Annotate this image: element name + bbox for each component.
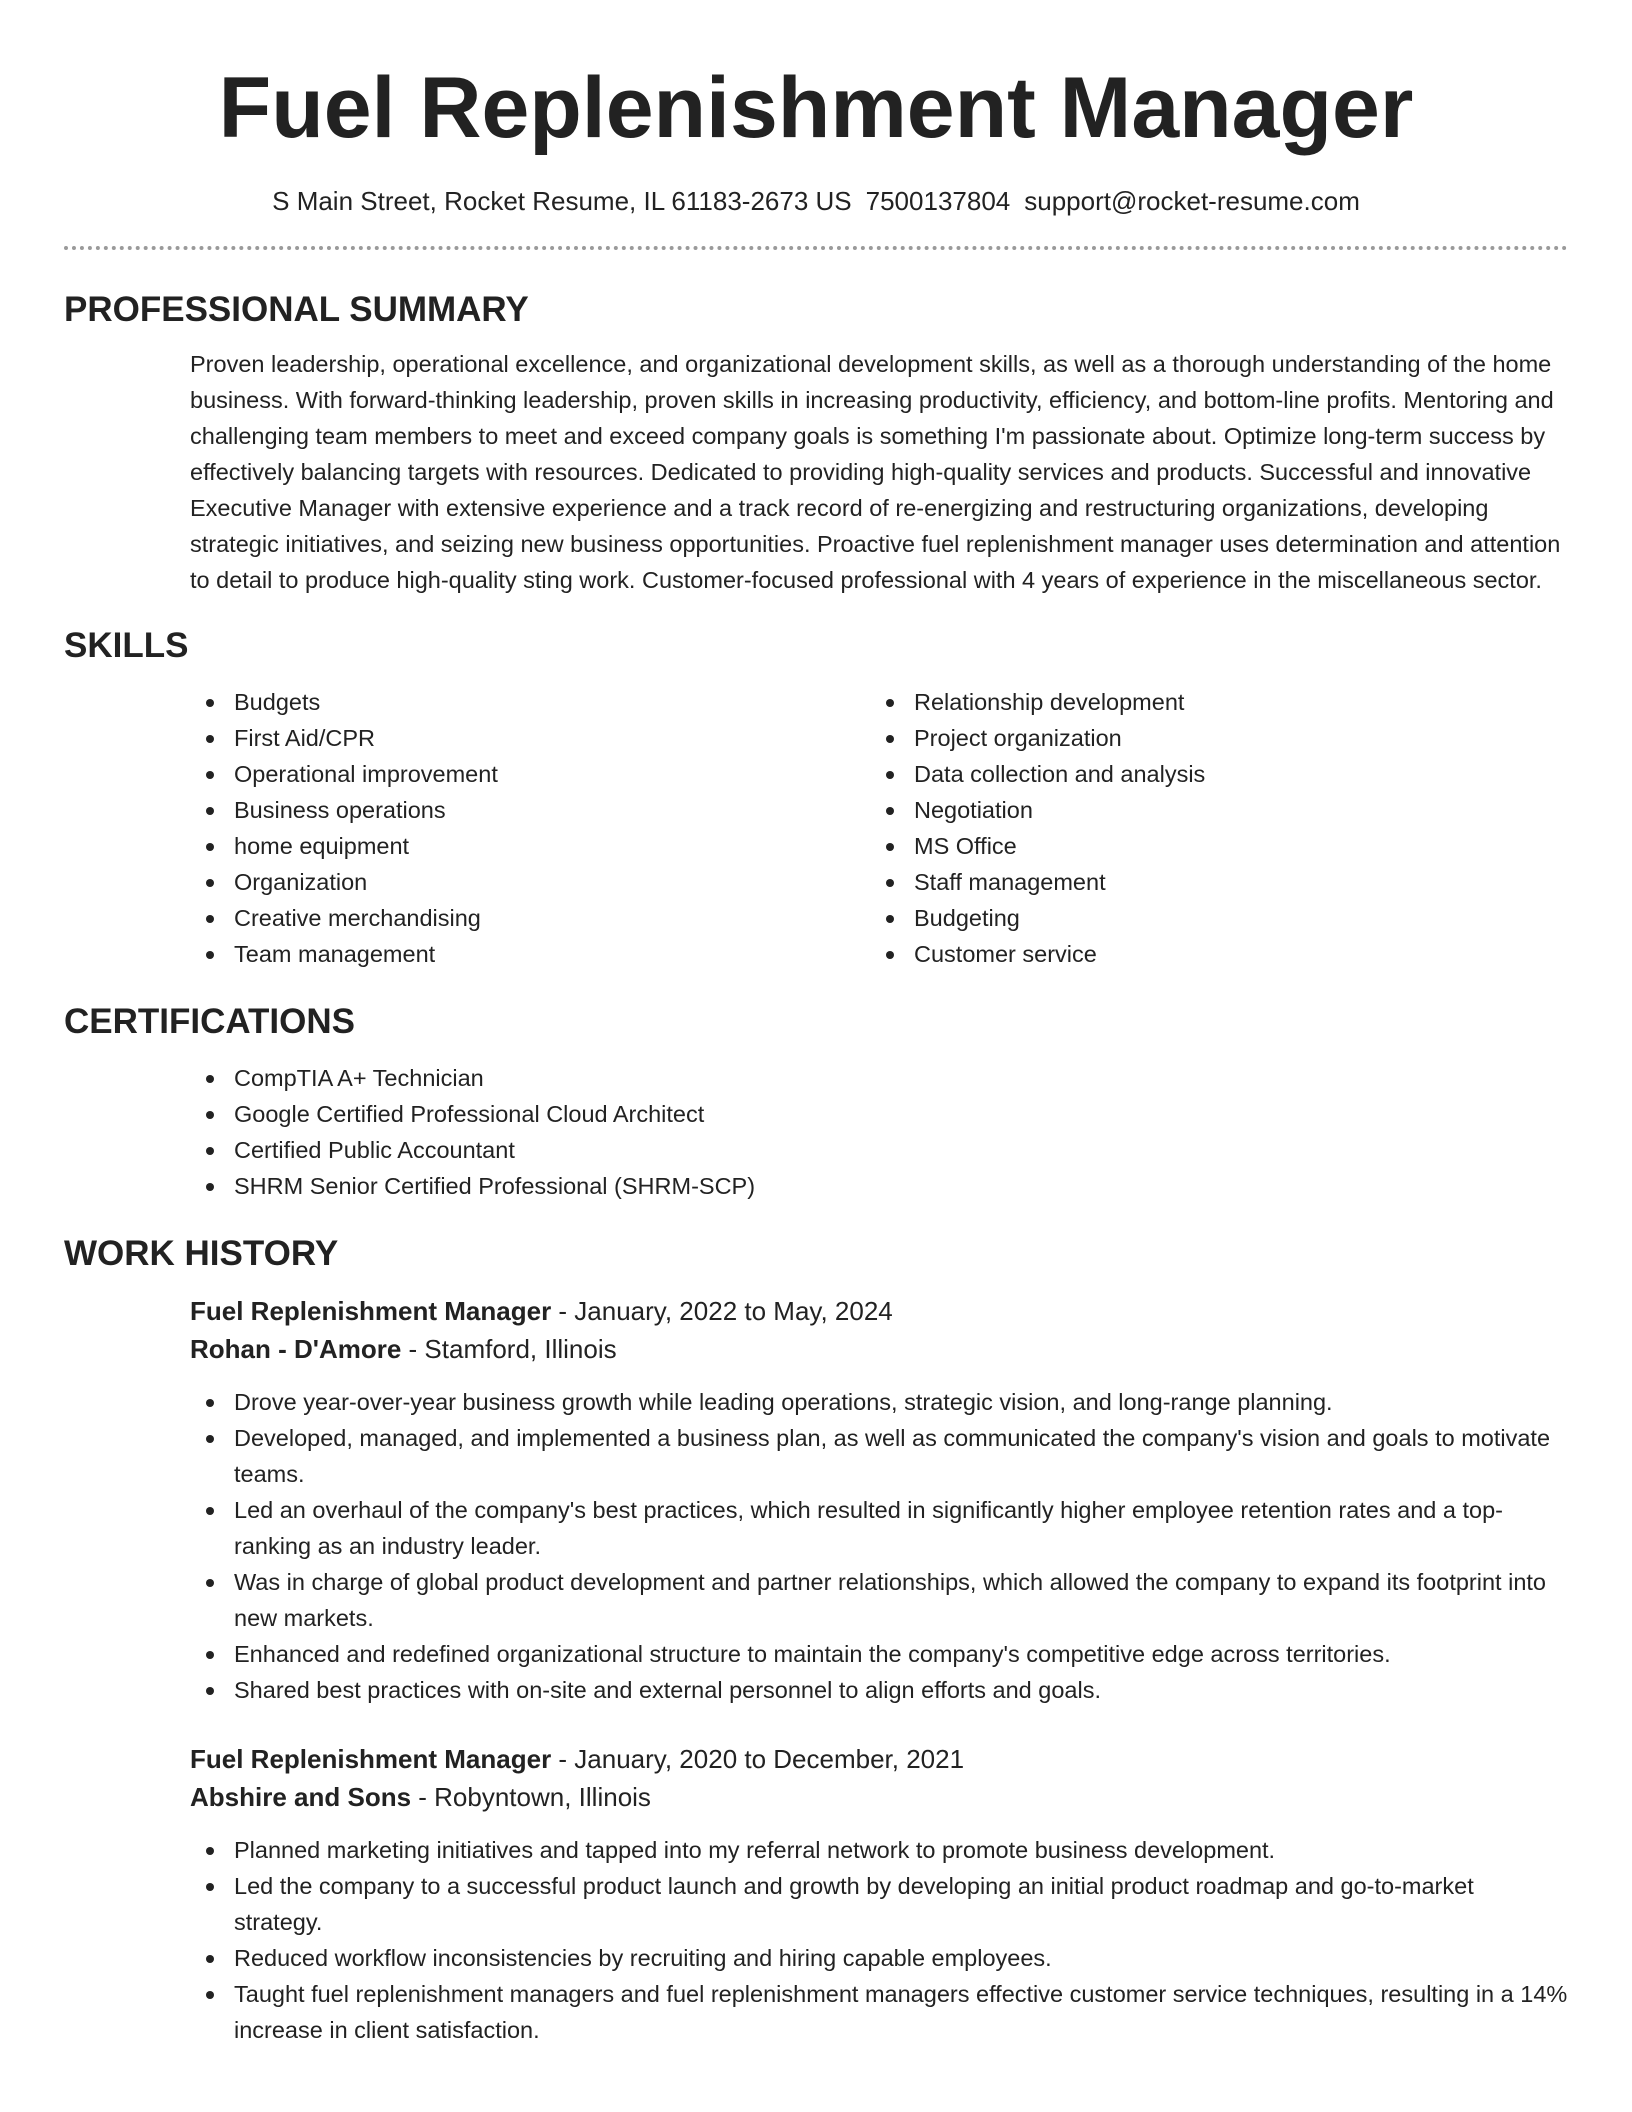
skills-right-list <box>870 684 1550 972</box>
job-location: - Robyntown, Illinois <box>411 1782 651 1812</box>
job-bullet: Led the company to a successful product launch and growth by developing an initial product roadmap and go-to-market strategy. <box>190 1868 1568 1940</box>
certifications-title: CERTIFICATIONS <box>64 1002 356 1041</box>
skill-item: Budgeting <box>870 900 1550 936</box>
skill-item: Creative merchandising <box>190 900 870 936</box>
job-bullet: Reduced workflow inconsistencies by recruiting and hiring capable employees. <box>190 1940 1568 1976</box>
job-dates: - January, 2022 to May, 2024 <box>551 1296 893 1326</box>
job-bullet: Planned marketing initiatives and tapped into my referral network to promote business development. <box>190 1832 1568 1868</box>
certification-item: Google Certified Professional Cloud Architect <box>190 1096 1568 1132</box>
job-entry <box>190 1292 1568 1368</box>
job-company: Rohan - D'Amore <box>190 1334 402 1364</box>
job-title-line <box>190 1740 1568 1778</box>
skill-item: First Aid/CPR <box>190 720 870 756</box>
certifications-list <box>190 1060 1568 1204</box>
job-company: Abshire and Sons <box>190 1782 412 1812</box>
skill-item: Business operations <box>190 792 870 828</box>
job-company-line <box>190 1778 1568 1816</box>
job-role: Fuel Replenishment Manager <box>190 1296 552 1326</box>
skill-item: home equipment <box>190 828 870 864</box>
job-bullet: Developed, managed, and implemented a business plan, as well as communicated the company's vision and goals to motivate teams. <box>190 1420 1568 1492</box>
summary-text: Proven leadership, operational excellence, and organizational development skills, as well as a thorough understanding of the home business. With forward-thinking leadership, proven skills in increasing productivity, efficiency, and bottom-line profits. Mentoring and challenging team members to meet and exceed company goals is something I'm passionate about. Optimize long-term success by effectively balancing targets with resources. Dedicated to providing high-quality services and products. Successful and innovative Executive Manager with extensive experience and a track record of re-energizing and restructuring organizations, developing strategic initiatives, and seizing new business opportunities. Proactive fuel replenishment manager uses determination and attention to detail to produce high-quality sting work. Customer-focused professional with 4 years of experience in the miscellaneous sector. <box>190 351 1561 593</box>
header-divider <box>64 246 1568 250</box>
job-role: Fuel Replenishment Manager <box>190 1744 552 1774</box>
job-bullets <box>190 1832 1568 2048</box>
certification-item: SHRM Senior Certified Professional (SHRM-SCP) <box>190 1168 1568 1204</box>
job-bullet: Led an overhaul of the company's best practices, which resulted in significantly higher employee retention rates and a top-ranking as an industry leader. <box>190 1492 1568 1564</box>
job-company-line <box>190 1330 1568 1368</box>
contact-address: S Main Street, Rocket Resume, IL 61183-2673 US <box>272 186 852 216</box>
skill-item: Negotiation <box>870 792 1550 828</box>
job-bullet: Drove year-over-year business growth while leading operations, strategic vision, and long-range planning. <box>190 1384 1568 1420</box>
skills-left-list <box>190 684 870 972</box>
job-bullet: Was in charge of global product development and partner relationships, which allowed the company to expand its footprint into new markets. <box>190 1564 1568 1636</box>
skill-item: Staff management <box>870 864 1550 900</box>
summary-title: PROFESSIONAL SUMMARY <box>64 290 529 329</box>
contact-phone: 7500137804 <box>865 186 1011 216</box>
skills-grid <box>190 684 1568 972</box>
job-bullet: Shared best practices with on-site and external personnel to align efforts and goals. <box>190 1672 1568 1708</box>
skill-item: Customer service <box>870 936 1550 972</box>
contact-email: support@rocket-resume.com <box>1024 186 1360 216</box>
skill-item: Budgets <box>190 684 870 720</box>
summary-section <box>64 290 1568 598</box>
skill-item: Organization <box>190 864 870 900</box>
resume-name: Fuel Replenishment Manager <box>218 60 1414 156</box>
job-bullet: Enhanced and redefined organizational structure to maintain the company's competitive edge across territories. <box>190 1636 1568 1672</box>
job-entry <box>190 1740 1568 1816</box>
certifications-section <box>64 1002 1568 1204</box>
work-title: WORK HISTORY <box>64 1234 339 1273</box>
certification-item: CompTIA A+ Technician <box>190 1060 1568 1096</box>
skill-item: Data collection and analysis <box>870 756 1550 792</box>
skill-item: MS Office <box>870 828 1550 864</box>
contact-line <box>64 184 1568 218</box>
skills-section <box>64 626 1568 972</box>
work-section <box>64 1234 1568 2048</box>
skill-item: Team management <box>190 936 870 972</box>
skill-item: Project organization <box>870 720 1550 756</box>
skills-title: SKILLS <box>64 626 189 665</box>
skill-item: Relationship development <box>870 684 1550 720</box>
job-dates: - January, 2020 to December, 2021 <box>551 1744 965 1774</box>
job-bullet: Taught fuel replenishment managers and fuel replenishment managers effective customer service techniques, resulting in a 14% increase in client satisfaction. <box>190 1976 1568 2048</box>
job-title-line <box>190 1292 1568 1330</box>
skill-item: Operational improvement <box>190 756 870 792</box>
certification-item: Certified Public Accountant <box>190 1132 1568 1168</box>
job-location: - Stamford, Illinois <box>401 1334 617 1364</box>
job-bullets <box>190 1384 1568 1708</box>
